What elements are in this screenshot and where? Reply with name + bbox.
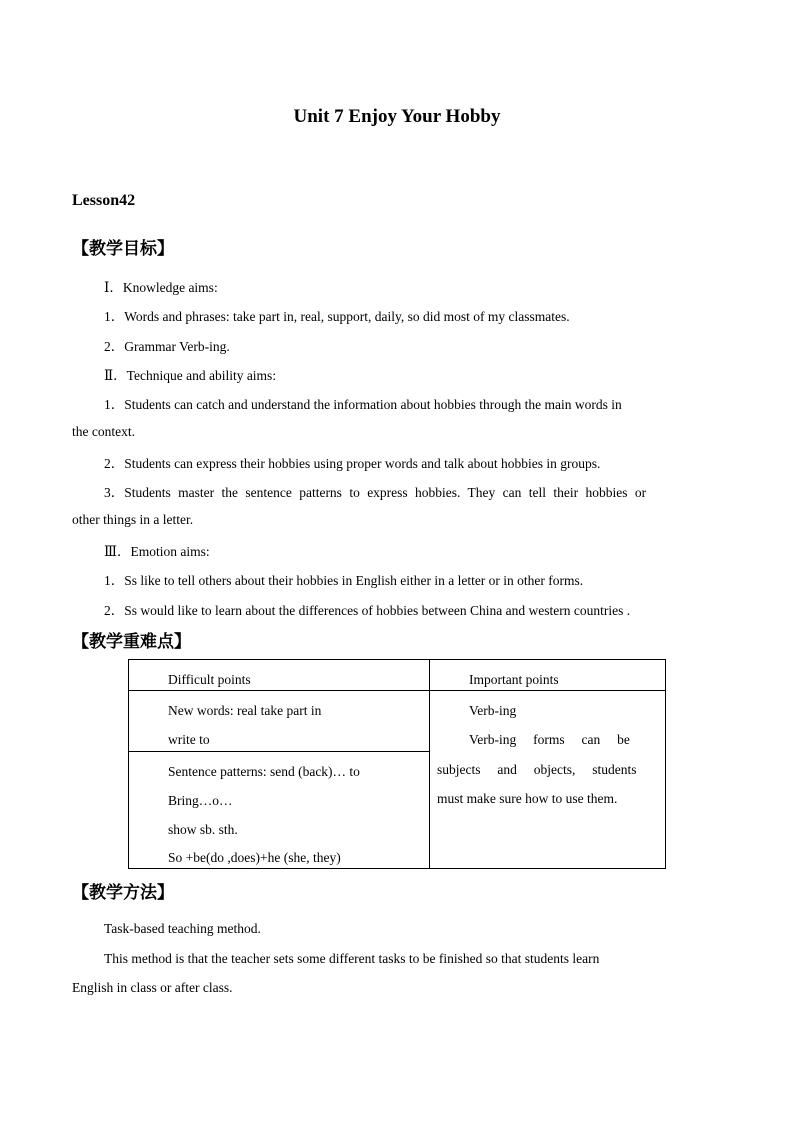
emotion-aim-1: 1．Ss like to tell others about their hobbies in English either in a letter or in other forms. xyxy=(104,573,584,588)
section-heading-objectives: 【教学目标】 xyxy=(72,239,174,259)
key-points-table xyxy=(128,659,666,869)
important-header-cell xyxy=(430,660,666,691)
difficult-sentences-cell xyxy=(129,752,430,869)
technique-aim-1-line2: the context. xyxy=(72,424,135,439)
difficult-words-line2: write to xyxy=(168,732,210,747)
difficult-points-header: Difficult points xyxy=(168,672,251,687)
difficult-header-cell xyxy=(129,660,430,691)
important-line2: Verb-ing forms can be xyxy=(469,732,630,747)
important-line3: subjects and objects, students xyxy=(437,762,637,777)
section-heading-key-points: 【教学重难点】 xyxy=(72,632,191,652)
important-line1: Verb-ing xyxy=(469,703,517,718)
method-line-1: Task-based teaching method. xyxy=(104,921,261,936)
technique-aim-1-line1: 1．Students can catch and understand the information about hobbies through the main words in xyxy=(104,397,622,412)
technique-aims-heading: Ⅱ．Technique and ability aims: xyxy=(104,368,277,383)
difficult-sentences-line1: Sentence patterns: send (back)… to xyxy=(168,764,360,779)
difficult-sentences-line2: Bring…o… xyxy=(168,793,233,808)
difficult-sentences-line4: So +be(do ,does)+he (she, they) xyxy=(168,850,341,865)
technique-aim-3-line1: 3．Students master the sentence patterns to express hobbies. They can tell their hobbies or xyxy=(104,485,647,500)
difficult-words-cell xyxy=(129,691,430,752)
lesson-label: Lesson42 xyxy=(72,192,136,209)
knowledge-aim-1: 1．Words and phrases: take part in, real, support, daily, so did most of my classmates. xyxy=(104,309,570,324)
method-line-2: This method is that the teacher sets some different tasks to be finished so that students learn xyxy=(104,951,600,966)
page-title: Unit 7 Enjoy Your Hobby xyxy=(293,106,501,127)
important-line4: must make sure how to use them. xyxy=(437,791,618,806)
technique-aim-3-line2: other things in a letter. xyxy=(72,512,194,527)
emotion-aims-heading: Ⅲ．Emotion aims: xyxy=(104,544,210,559)
knowledge-aim-2: 2．Grammar Verb-ing. xyxy=(104,339,230,354)
technique-aim-2: 2．Students can express their hobbies using proper words and talk about hobbies in groups. xyxy=(104,456,601,471)
important-points-header: Important points xyxy=(469,672,559,687)
section-heading-methods: 【教学方法】 xyxy=(72,883,174,903)
difficult-sentences-line3: show sb. sth. xyxy=(168,822,238,837)
important-points-cell xyxy=(430,691,666,869)
method-line-3: English in class or after class. xyxy=(72,980,233,995)
knowledge-aims-heading: Ⅰ．Knowledge aims: xyxy=(104,280,218,295)
emotion-aim-2: 2．Ss would like to learn about the differences of hobbies between China and western countries . xyxy=(104,603,631,618)
difficult-words-line1: New words: real take part in xyxy=(168,703,322,718)
